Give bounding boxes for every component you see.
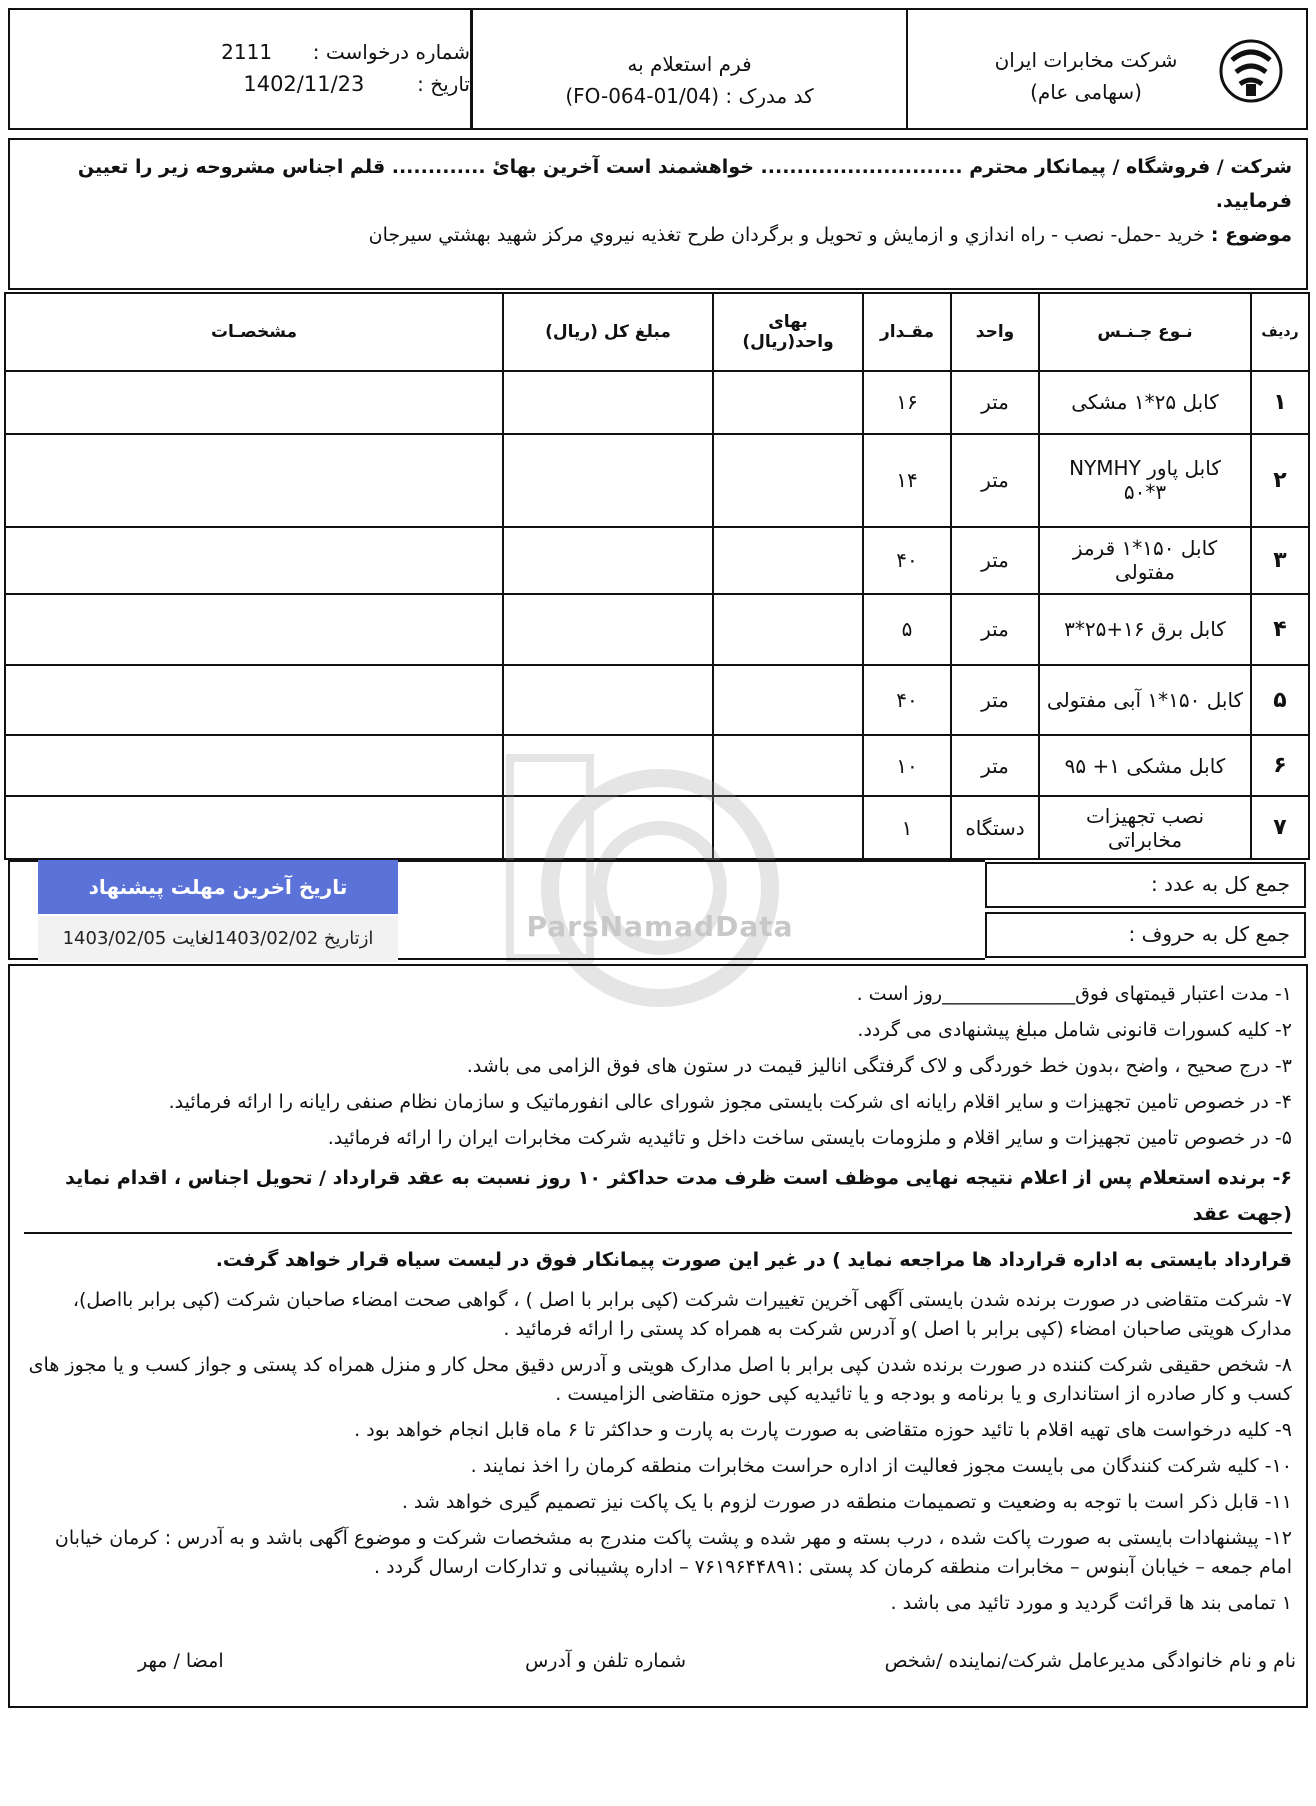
item-qty: ۱۴: [863, 434, 951, 527]
company-logo-icon: [1218, 38, 1284, 104]
item-unit: متر: [951, 527, 1039, 594]
total-words-box: [985, 912, 1306, 958]
row-index: ۷: [1251, 796, 1309, 859]
form-title-block: [473, 48, 906, 112]
term-item: ۳- درج صحیح ، واضح ،بدون خط خوردگی و لاک گرفتگی انالیز قیمت در ستون های فوق الزامی می باشد.: [466, 1055, 1292, 1077]
item-name: کابل برق ۱۶+۲۵*۳: [1039, 594, 1251, 665]
item-name: نصب تجهیزات مخابراتی: [1039, 796, 1251, 859]
total-numeric-box: [985, 862, 1306, 908]
specs-cell[interactable]: [5, 527, 503, 594]
col-header-index: ردیف: [1251, 293, 1309, 371]
item-qty: ۱: [863, 796, 951, 859]
request-number-line: [221, 40, 470, 64]
table-row: [5, 665, 1309, 736]
row-index: ۲: [1251, 434, 1309, 527]
term-item: ۱۲- پیشنهادات بایستی به صورت پاکت شده ، درب بسته و مهر شده و پشت پاکت مندرج به مشخصات شرکت و موضوع آگهی باشد و به آدرس : کرمان خیابان امام جمعه – خیابان آبنوس – مخابرات منطقه کرمان کد پستی :۷۶۱۹۶۴۴۸۹۱ – اداره پشیبانی و تدارکات ارسال گردد .: [54, 1527, 1292, 1578]
total-price-cell[interactable]: [503, 594, 713, 665]
col-header-unit: واحد: [951, 293, 1039, 371]
table-row: [5, 371, 1309, 434]
form-header: [8, 8, 1308, 130]
request-number: 2111: [221, 40, 273, 64]
item-qty: ۱۶: [863, 371, 951, 434]
term-item: ۲- کلیه کسورات قانونی شامل مبلغ پیشنهادی می گردد.: [857, 1019, 1292, 1041]
specs-cell[interactable]: [5, 594, 503, 665]
signatory-name-label: نام و نام خانوادگی مدیرعامل شرکت/نماینده /شخص: [884, 1650, 1296, 1672]
watermark-brand: ParsNamadData: [526, 910, 794, 943]
total-price-cell[interactable]: [503, 527, 713, 594]
company-name: شرکت مخابرات ایران: [994, 48, 1178, 72]
request-info-cell: [10, 10, 470, 128]
item-unit: متر: [951, 735, 1039, 796]
subject-text: خرید -حمل- نصب - راه اندازي و ازمايش و تحويل و برگردان طرح تغذيه نيروي مرکز شهيد بهشتي سيرجان: [368, 224, 1205, 246]
item-unit: متر: [951, 434, 1039, 527]
term-item: ۱- مدت اعتبار قیمتهای فوق______________روز است .: [856, 983, 1292, 1005]
unit-price-cell[interactable]: [713, 371, 863, 434]
term-item: ۵- در خصوص تامین تجهیزات و سایر اقلام و ملزومات بایستی ساخت داخل و تائیدیه شرکت مخابرات ایران را ارائه فرمائید.: [327, 1127, 1292, 1149]
term-item: ۷- شرکت متقاضی در صورت برنده شدن بایستی آگهی آخرین تغییرات شرکت (کپی برابر با اصل ) ، گواهی صحت امضاء صاحبان شرکت (کپی برابر بااصل)، مدارک هویتی صاحبان امضاء (کپی برابر با اصل )و آدرس شرکت به همراه کد پستی را ارائه فرمائید .: [72, 1289, 1292, 1340]
request-date: 1402/11/23: [243, 72, 365, 96]
signature-stamp-label: امضا / مهر: [138, 1650, 224, 1672]
term-item: ۹- کلیه درخواست های تهیه اقلام با تائید حوزه متقاضی به صورت پارت به پارت و حداکثر تا ۶ ماه قابل انجام خواهد بود .: [354, 1419, 1292, 1441]
total-price-cell[interactable]: [503, 371, 713, 434]
term-item: ۸- شخص حقیقی شرکت کننده در صورت برنده شدن کپی برابر با اصل مدارک هویتی و آدرس دقیق محل کار و منزل همراه کد پستی و جواز کسب و یا مجوز های کسب و کار صادره از استانداری و یا برنامه و بودجه و یا تائیدیه کپی حوزه متقاضی الزامیست .: [28, 1354, 1292, 1405]
specs-cell[interactable]: [5, 371, 503, 434]
col-header-item: نـوع جـنـس: [1039, 293, 1251, 371]
date-line: [243, 72, 470, 96]
table-row: [5, 434, 1309, 527]
col-header-qty: مقـدار: [863, 293, 951, 371]
term-item: قرارداد بایستی به اداره قرارداد ها مراجعه نماید ) در غیر این صورت پیمانکار فوق در لیست سیاه قرار خواهد گرفت.: [215, 1249, 1292, 1271]
col-header-specs: مشخصـات: [5, 293, 503, 371]
row-index: ۶: [1251, 735, 1309, 796]
subject-label: موضوع :: [1210, 224, 1292, 246]
item-unit: دستگاه: [951, 796, 1039, 859]
form-title: فرم استعلام به: [627, 52, 752, 76]
table-row: [5, 527, 1309, 594]
company-cell: [906, 10, 1306, 128]
intro-line: شرکت / فروشگاه / پیمانکار محترم ............................ خواهشمند است آخرین بهایٔ ............. قلم اجناس مشروحه زیر را تعیین: [77, 156, 1292, 178]
item-name: کابل پاور NYMHY ۵۰*۳: [1039, 434, 1251, 527]
request-number-label: شماره درخواست :: [312, 40, 470, 64]
item-qty: ۴۰: [863, 665, 951, 736]
company-block: [976, 44, 1196, 108]
col-header-total-price: مبلغ کل (ریال): [503, 293, 713, 371]
unit-price-cell[interactable]: [713, 527, 863, 594]
total-price-cell[interactable]: [503, 434, 713, 527]
company-type: (سهامی عام): [1030, 80, 1142, 104]
total-price-cell[interactable]: [503, 665, 713, 736]
item-unit: متر: [951, 371, 1039, 434]
total-numeric-label: جمع کل به عدد :: [1150, 872, 1290, 896]
item-unit: متر: [951, 594, 1039, 665]
intro-line-end: فرمایید.: [1215, 190, 1292, 212]
term-item: ۱۱- قابل ذکر است با توجه به وضعیت و تصمیمات منطقه در صورت لزوم با یک پاکت نیز تصمیم گیری خواهد شد .: [401, 1491, 1292, 1513]
term-item: ۱۰- کلیه شرکت کنندگان می بایست مجوز فعالیت از اداره حراست مخابرات منطقه کرمان را اخذ نمایند .: [470, 1455, 1292, 1477]
item-qty: ۴۰: [863, 527, 951, 594]
row-index: ۱: [1251, 371, 1309, 434]
unit-price-cell[interactable]: [713, 594, 863, 665]
document-code: کد مدرک : (FO-064-01/04): [565, 84, 814, 108]
total-words-label: جمع کل به حروف :: [1128, 922, 1290, 946]
specs-cell[interactable]: [5, 434, 503, 527]
item-name: کابل ۱۵۰*۱ قرمز مفتولی: [1039, 527, 1251, 594]
date-label: تاریخ :: [417, 72, 470, 96]
table-row: [5, 594, 1309, 665]
unit-price-cell[interactable]: [713, 665, 863, 736]
specs-cell[interactable]: [5, 796, 503, 859]
item-name: کابل مشکی ۱+ ۹۵: [1039, 735, 1251, 796]
specs-cell[interactable]: [5, 735, 503, 796]
row-index: ۳: [1251, 527, 1309, 594]
specs-cell[interactable]: [5, 665, 503, 736]
col-header-unit-price: بهای واحد(ریال): [713, 293, 863, 371]
terms-section: [8, 964, 1308, 1708]
term-item: ۱ تمامی بند ها قرائت گردید و مورد تائید می باشد .: [890, 1592, 1292, 1614]
deadline-banner: تاریخ آخرین مهلت پیشنهاد: [38, 860, 398, 914]
item-unit: متر: [951, 665, 1039, 736]
form-title-cell: [470, 10, 906, 128]
row-index: ۵: [1251, 665, 1309, 736]
term-item: ۴- در خصوص تامین تجهیزات و سایر اقلام رایانه ای شرکت بایستی مجوز شورای عالی انفورماتیک و سازمان نظام صنفی رایانه را ارائه فرمائید.: [168, 1091, 1292, 1113]
intro-section: [8, 138, 1308, 290]
item-qty: ۱۰: [863, 735, 951, 796]
unit-price-cell[interactable]: [713, 434, 863, 527]
item-name: کابل ۱۵۰*۱ آبی مفتولی: [1039, 665, 1251, 736]
item-qty: ۵: [863, 594, 951, 665]
term-item: ۶- برنده استعلام پس از اعلام نتیجه نهایی موظف است ظرف مدت حداکثر ۱۰ روز نسبت به عقد قرارداد / تحویل اجناس ، اقدام نماید (جهت عقد: [24, 1160, 1292, 1234]
subject-line: [24, 218, 1292, 252]
item-name: کابل ۲۵*۱ مشکی: [1039, 371, 1251, 434]
deadline-dates: ازتاریخ 1403/02/02لغایت 1403/02/05: [38, 916, 398, 962]
table-header-row: [5, 293, 1309, 371]
row-index: ۴: [1251, 594, 1309, 665]
phone-address-label: شماره تلفن و آدرس: [525, 1650, 686, 1672]
